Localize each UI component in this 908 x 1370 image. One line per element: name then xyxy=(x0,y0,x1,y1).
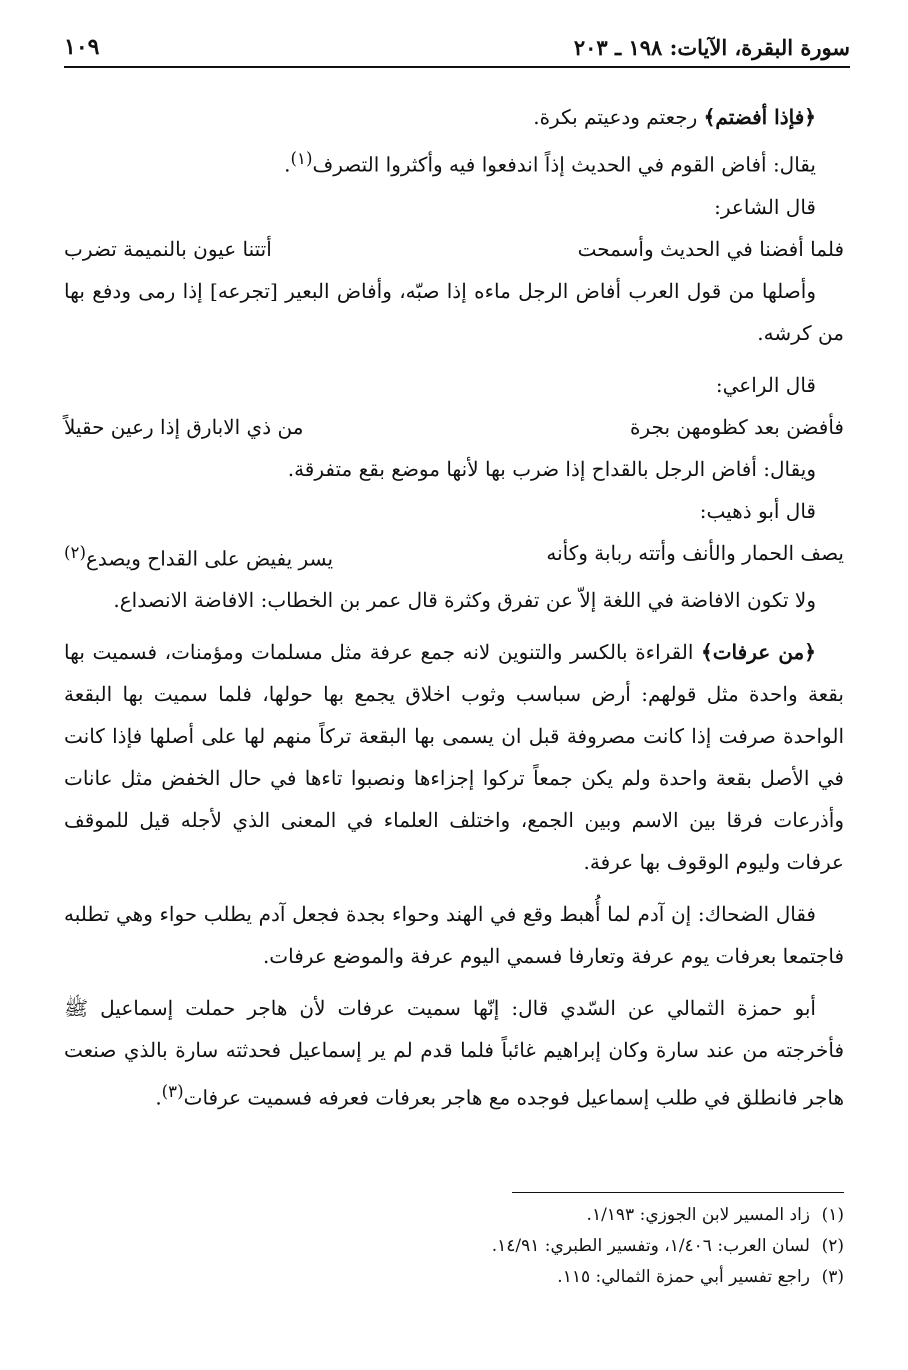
footnote-text: لسان العرب: ١/٤٠٦، وتفسير الطبري: ١٤/٩١. xyxy=(491,1236,810,1256)
main-text xyxy=(64,96,844,1119)
footnote-ref: (٢) xyxy=(64,542,86,562)
paragraph: ولا تكون الافاضة في اللغة إلاّ عن تفرق وكثرة قال عمر بن الخطاب: الافاضة الانصداع. xyxy=(113,588,816,613)
footnote-ref: (٣) xyxy=(161,1082,184,1102)
verse-first-hemistich: فلما أفضنا في الحديث وأسمحت xyxy=(577,236,844,261)
poet-intro: قال الراعي: xyxy=(715,372,816,397)
paragraph: وأصلها من قول العرب أفاض الرجل ماءه إذا صبّه، وأفاض البعير [تجرعه] إذا رمى ودفع بها من كرشه. xyxy=(64,278,844,345)
paragraph xyxy=(64,631,844,883)
verse-line xyxy=(64,228,844,270)
verse-second-hemistich: من ذي الابارق إذا رعين حقيلاً xyxy=(64,414,304,439)
punctuation: . xyxy=(284,152,291,177)
paragraph xyxy=(64,987,844,1119)
paragraph xyxy=(64,138,844,186)
footnote xyxy=(64,1262,844,1293)
paragraph-text: أبو حمزة الثمالي عن السّدي قال: إنّها سميت عرفات لأن هاجر حملت إسماعيل ﷺ فأخرجته من عند سارة وكان إبراهيم غائباً فلما قدم لم ير إسماعيل فحدثته سارة بالذي صنعت هاجر فانطلق في طلب إسماعيل فوجده مع هاجر بعرفات فعرفه فسميت عرفات xyxy=(64,996,844,1110)
poet-intro: قال الشاعر: xyxy=(714,194,816,219)
verse-text: يسر يفيض على القداح ويصدع xyxy=(85,546,334,571)
footnote-text: زاد المسير لابن الجوزي: ١/١٩٣. xyxy=(586,1205,810,1225)
paragraph: فقال الضحاك: إن آدم لما أُهبط وقع في الهند وحواء بجدة فجعل آدم يطلب حواء وهي تطلبه فاجتمعا بعرفات يوم عرفة وتعارفا فسمي اليوم عرفة والموضع عرفات. xyxy=(64,902,844,969)
paragraph xyxy=(64,96,844,138)
page-number: ١٠٩ xyxy=(64,34,100,60)
footnote-ref: (١) xyxy=(290,149,313,168)
verse-second-hemistich xyxy=(64,532,333,580)
footnote-divider xyxy=(512,1192,844,1193)
paragraph: ويقال: أفاض الرجل بالقداح إذا ضرب بها لأنها موضع بقع متفرقة. xyxy=(287,456,816,481)
running-header xyxy=(64,28,850,68)
header-title: سورة البقرة، الآيات: ١٩٨ ـ ٢٠٣ xyxy=(573,34,850,60)
paragraph-text: يقال: أفاض القوم في الحديث إذاً اندفعوا فيه وأكثروا التصرف xyxy=(312,152,816,177)
paragraph-text: رجعتم ودعيتم بكرة. xyxy=(533,105,704,129)
quranic-term: ﴿فإذا أفضتم﴾ xyxy=(703,105,816,129)
footnote xyxy=(64,1200,844,1231)
verse-first-hemistich: يصف الحمار والأنف وأتته ربابة وكأنه xyxy=(546,540,844,565)
footnote-text: راجع تفسير أبي حمزة الثمالي: ١١٥. xyxy=(557,1267,810,1287)
paragraph-text: القراءة بالكسر والتنوين لانه جمع عرفة مثل مسلمات ومؤمنات، فسميت بها بقعة واحدة مثل قولهم: أرض سباسب وثوب اخلاق يجمع بها حولها، فلما سميت بها البقعة الواحدة صرفت إذا كانت مصروفة قبل ان يسمى بها البقعة تركاً منهم لها على أصلها فإذا كانت في الأصل بقعة واحدة ولم يكن جمعاً تركوا إجزاءها ونصبوا تاءها في حال الخفض مثل عانات وأذرعات فرقا بين الاسم وبين الجمع، واختلف العلماء في المعنى الذي لأجله قيل للموقف عرفات وليوم الوقوف بها عرفة. xyxy=(64,640,844,875)
footnote xyxy=(64,1231,844,1262)
footnote-number: (١) xyxy=(821,1205,844,1225)
verse-first-hemistich: فأفضن بعد كظومهن بجرة xyxy=(630,414,844,439)
footnote-number: (٣) xyxy=(821,1267,844,1287)
poet-intro: قال أبو ذهيب: xyxy=(699,498,816,523)
verse-line xyxy=(64,532,844,580)
quranic-term: ﴿من عرفات﴾ xyxy=(701,640,816,665)
verse-line xyxy=(64,406,844,448)
footnote-number: (٢) xyxy=(821,1236,844,1256)
verse-second-hemistich: أتتنا عيون بالنميمة تضرب xyxy=(64,236,272,261)
footnotes xyxy=(64,1200,844,1293)
punctuation: . xyxy=(155,1085,162,1110)
